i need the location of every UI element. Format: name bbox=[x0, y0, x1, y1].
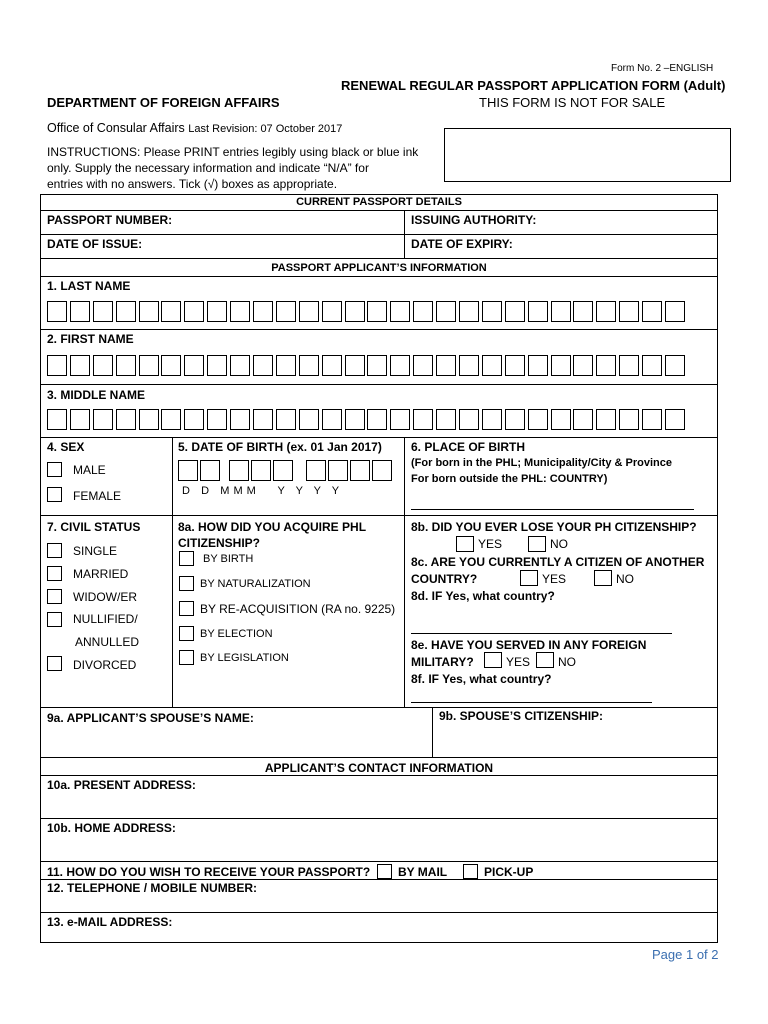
receive-passport-question: 11. HOW DO YOU WISH TO RECEIVE YOUR PASSPORT? bbox=[47, 865, 371, 879]
other-citizenship-question: 8c. ARE YOU CURRENTLY A CITIZEN OF ANOTHER bbox=[411, 555, 705, 569]
contact-info-title: APPLICANT’S CONTACT INFORMATION bbox=[264, 761, 494, 775]
other-citizenship-question-2: COUNTRY? bbox=[411, 572, 478, 586]
dob-label: 5. DATE OF BIRTH (ex. 01 Jan 2017) bbox=[178, 440, 382, 454]
civil-status-label: 7. CIVIL STATUS bbox=[47, 520, 141, 534]
middle-name-label: 3. MIDDLE NAME bbox=[47, 388, 146, 402]
department-name: DEPARTMENT OF FOREIGN AFFAIRS bbox=[47, 95, 280, 110]
last-name-label: 1. LAST NAME bbox=[47, 279, 131, 293]
date-of-expiry-label: DATE OF EXPIRY: bbox=[411, 237, 513, 251]
by-legislation-label: BY LEGISLATION bbox=[200, 652, 289, 664]
not-for-sale-notice: THIS FORM IS NOT FOR SALE bbox=[479, 95, 666, 110]
married-option-label: MARRIED bbox=[73, 567, 129, 581]
dob-month-cell[interactable] bbox=[229, 460, 249, 481]
lost-citizenship-no-label: NO bbox=[550, 537, 568, 551]
nullified-checkbox[interactable] bbox=[47, 612, 62, 627]
dob-year-cell[interactable] bbox=[328, 460, 348, 481]
nullified-option-label: NULLIFIED/ bbox=[73, 612, 138, 626]
dob-day-cell[interactable] bbox=[200, 460, 220, 481]
by-election-label: BY ELECTION bbox=[200, 628, 273, 640]
passport-number-label: PASSPORT NUMBER: bbox=[47, 213, 173, 227]
current-passport-title: CURRENT PASSPORT DETAILS bbox=[296, 196, 462, 208]
divorced-checkbox[interactable] bbox=[47, 656, 62, 671]
other-citizenship-yes-label: YES bbox=[542, 572, 567, 586]
by-election-checkbox[interactable] bbox=[179, 626, 194, 641]
military-no-label: NO bbox=[558, 655, 576, 669]
other-citizenship-yes-checkbox[interactable] bbox=[520, 570, 538, 586]
pickup-label: PICK-UP bbox=[484, 865, 534, 879]
dob-month-cell[interactable] bbox=[273, 460, 293, 481]
present-address-label: 10a. PRESENT ADDRESS: bbox=[47, 778, 196, 792]
other-country-line[interactable] bbox=[411, 633, 672, 634]
by-reacquisition-checkbox[interactable] bbox=[179, 601, 194, 616]
foreign-military-question: 8e. HAVE YOU SERVED IN ANY FOREIGN bbox=[411, 638, 647, 652]
page-number: Page 1 of 2 bbox=[652, 947, 719, 962]
place-of-birth-note-1: (For born in the PHL; Municipality/City & Province bbox=[411, 457, 672, 469]
spouse-name-label: 9a. APPLICANT’S SPOUSE’S NAME: bbox=[47, 711, 254, 725]
military-country-line[interactable] bbox=[411, 702, 652, 703]
annulled-option-label: ANNULLED bbox=[75, 635, 140, 649]
widower-option-label: WIDOW/ER bbox=[73, 590, 137, 604]
lost-citizenship-yes-checkbox[interactable] bbox=[456, 536, 474, 552]
first-name-label: 2. FIRST NAME bbox=[47, 332, 134, 346]
place-of-birth-note-2: For born outside the PHL: COUNTRY) bbox=[411, 473, 608, 485]
by-naturalization-label: BY NATURALIZATION bbox=[200, 578, 311, 590]
last-name-input-cells[interactable] bbox=[47, 301, 688, 322]
by-naturalization-checkbox[interactable] bbox=[179, 576, 194, 591]
male-checkbox[interactable] bbox=[47, 462, 62, 477]
divorced-option-label: DIVORCED bbox=[73, 658, 137, 672]
military-country-question: 8f. IF Yes, what country? bbox=[411, 672, 552, 686]
email-label: 13. e-MAIL ADDRESS: bbox=[47, 915, 173, 929]
acquire-citizenship-label: 8a. HOW DID YOU ACQUIRE PHL bbox=[178, 520, 367, 534]
by-mail-checkbox[interactable] bbox=[377, 864, 392, 879]
place-of-birth-line[interactable] bbox=[411, 509, 694, 510]
middle-name-input-cells[interactable] bbox=[47, 409, 688, 430]
telephone-label: 12. TELEPHONE / MOBILE NUMBER: bbox=[47, 881, 258, 895]
dob-year-cell[interactable] bbox=[372, 460, 392, 481]
by-reacquisition-label: BY RE-ACQUISITION (RA no. 9225) bbox=[200, 602, 396, 616]
issuing-authority-label: ISSUING AUTHORITY: bbox=[411, 213, 537, 227]
foreign-military-question-2: MILITARY? bbox=[411, 655, 474, 669]
by-mail-label: BY MAIL bbox=[398, 865, 448, 879]
first-name-input-cells[interactable] bbox=[47, 355, 688, 376]
dob-year-cell[interactable] bbox=[350, 460, 370, 481]
date-of-issue-label: DATE OF ISSUE: bbox=[47, 237, 143, 251]
military-yes-label: YES bbox=[506, 655, 531, 669]
female-checkbox[interactable] bbox=[47, 487, 62, 502]
instructions-line-2: only. Supply the necessary information and indicate “N/A” for bbox=[47, 161, 369, 175]
pickup-checkbox[interactable] bbox=[463, 864, 478, 879]
form-number: Form No. 2 –ENGLISH bbox=[611, 63, 714, 74]
military-no-checkbox[interactable] bbox=[536, 652, 554, 668]
other-citizenship-no-checkbox[interactable] bbox=[594, 570, 612, 586]
form-title: RENEWAL REGULAR PASSPORT APPLICATION FORM (Adult) bbox=[341, 78, 726, 93]
by-birth-label: BY BIRTH bbox=[203, 553, 254, 565]
office-name: Office of Consular Affairs Last Revision: 07 October 2017 bbox=[47, 121, 343, 135]
married-checkbox[interactable] bbox=[47, 566, 62, 581]
home-address-label: 10b. HOME ADDRESS: bbox=[47, 821, 176, 835]
dob-month-cell[interactable] bbox=[251, 460, 271, 481]
by-legislation-checkbox[interactable] bbox=[179, 650, 194, 665]
single-checkbox[interactable] bbox=[47, 543, 62, 558]
single-option-label: SINGLE bbox=[73, 544, 118, 558]
official-use-box[interactable] bbox=[444, 128, 731, 182]
sex-label: 4. SEX bbox=[47, 440, 85, 454]
by-birth-checkbox[interactable] bbox=[179, 551, 194, 566]
instructions-line-3: entries with no answers. Tick (√) boxes as appropriate. bbox=[47, 177, 338, 191]
other-country-question: 8d. IF Yes, what country? bbox=[411, 589, 555, 603]
dob-day-cell[interactable] bbox=[178, 460, 198, 481]
instructions-line-1: INSTRUCTIONS: Please PRINT entries legibly using black or blue ink bbox=[47, 145, 419, 159]
acquire-citizenship-label-2: CITIZENSHIP? bbox=[178, 536, 261, 550]
place-of-birth-label: 6. PLACE OF BIRTH bbox=[411, 440, 526, 454]
lost-citizenship-no-checkbox[interactable] bbox=[528, 536, 546, 552]
spouse-citizenship-label: 9b. SPOUSE’S CITIZENSHIP: bbox=[439, 709, 604, 723]
other-citizenship-no-label: NO bbox=[616, 572, 634, 586]
military-yes-checkbox[interactable] bbox=[484, 652, 502, 668]
dob-year-cell[interactable] bbox=[306, 460, 326, 481]
dob-format-hint: D D M M M Y Y Y Y bbox=[182, 485, 340, 497]
revision-date: Last Revision: 07 October 2017 bbox=[188, 123, 343, 135]
lost-citizenship-yes-label: YES bbox=[478, 537, 503, 551]
female-option-label: FEMALE bbox=[73, 489, 122, 503]
male-option-label: MALE bbox=[73, 463, 106, 477]
lost-citizenship-question: 8b. DID YOU EVER LOSE YOUR PH CITIZENSHIP? bbox=[411, 520, 697, 534]
widower-checkbox[interactable] bbox=[47, 589, 62, 604]
applicant-info-title: PASSPORT APPLICANT’S INFORMATION bbox=[271, 262, 487, 274]
